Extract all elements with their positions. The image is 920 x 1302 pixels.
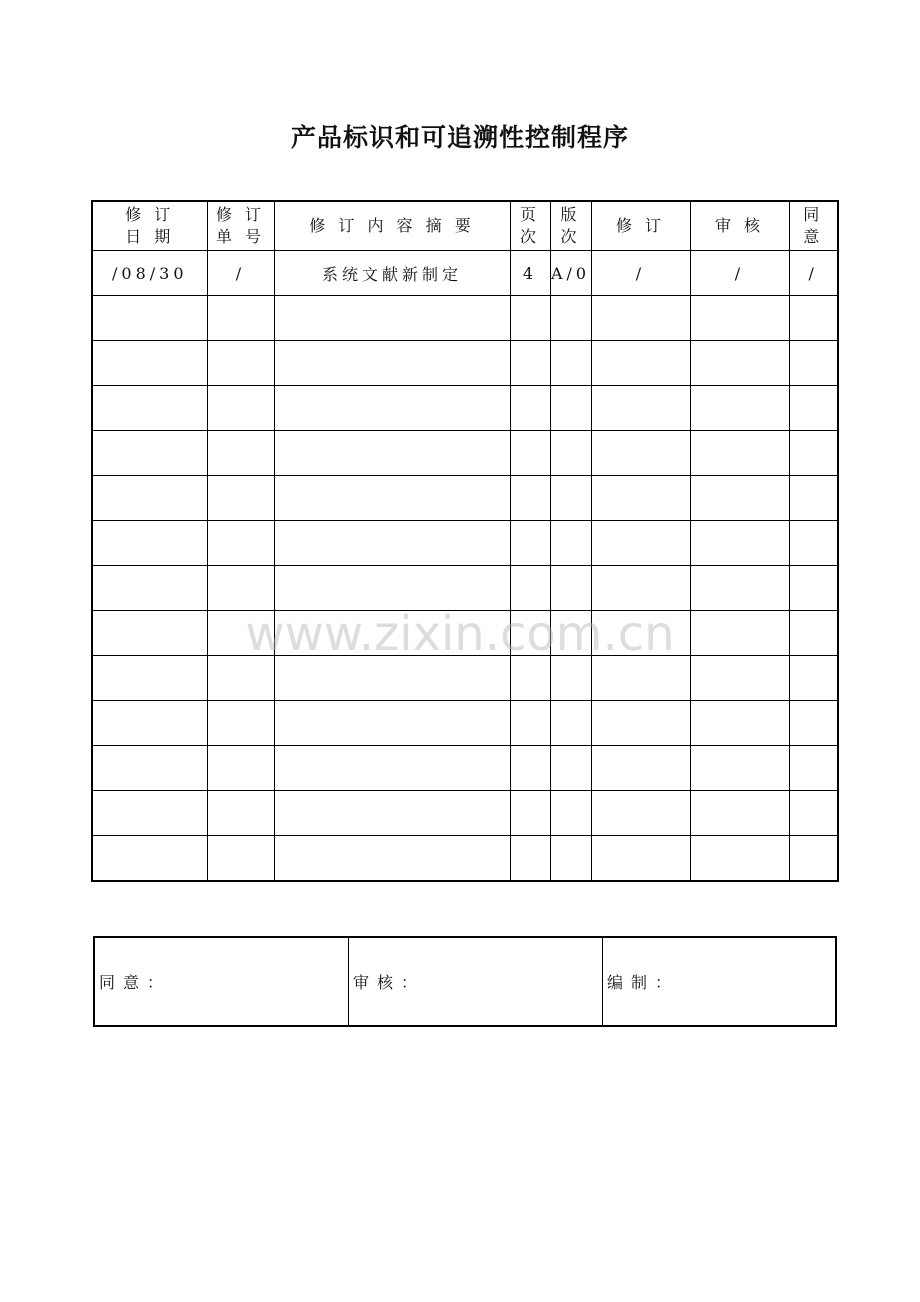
table-cell — [690, 521, 789, 566]
table-cell — [92, 296, 207, 341]
table-cell — [591, 566, 690, 611]
table-cell — [789, 431, 838, 476]
table-cell — [550, 296, 591, 341]
header-approved-by: 同 意 — [789, 201, 838, 251]
table-cell — [274, 791, 510, 836]
table-cell — [510, 341, 550, 386]
table-cell — [690, 431, 789, 476]
table-cell — [510, 836, 550, 882]
table-row — [92, 656, 838, 701]
table-cell — [690, 476, 789, 521]
table-cell — [510, 566, 550, 611]
table-row — [92, 611, 838, 656]
table-cell — [274, 566, 510, 611]
table-cell — [789, 656, 838, 701]
table-cell — [510, 656, 550, 701]
table-cell — [92, 431, 207, 476]
table-cell — [550, 566, 591, 611]
table-cell — [207, 656, 274, 701]
table-cell: A/0 — [550, 251, 591, 296]
table-cell — [690, 386, 789, 431]
table-cell — [274, 431, 510, 476]
table-cell — [591, 746, 690, 791]
table-row — [92, 476, 838, 521]
table-cell — [510, 611, 550, 656]
table-cell — [207, 521, 274, 566]
table-cell — [510, 746, 550, 791]
table-cell — [207, 296, 274, 341]
table-cell — [207, 791, 274, 836]
table-cell — [274, 746, 510, 791]
table-cell — [591, 791, 690, 836]
table-cell — [789, 791, 838, 836]
table-cell — [274, 476, 510, 521]
table-cell — [789, 746, 838, 791]
table-cell — [550, 746, 591, 791]
header-revised-by: 修 订 — [591, 201, 690, 251]
table-row — [92, 836, 838, 882]
header-page: 页 次 — [510, 201, 550, 251]
table-cell — [550, 341, 591, 386]
watermark: www.zixin.com.cn — [245, 606, 675, 662]
table-cell — [274, 296, 510, 341]
prepare-cell: 编制： — [603, 937, 837, 1026]
table-cell — [510, 701, 550, 746]
table-cell — [207, 836, 274, 882]
table-cell — [690, 566, 789, 611]
revision-history-table — [91, 200, 839, 882]
table-cell: / — [789, 251, 838, 296]
table-cell — [591, 611, 690, 656]
table-cell — [591, 836, 690, 882]
table-cell — [510, 431, 550, 476]
review-cell: 审核： — [349, 937, 603, 1026]
table-cell: / — [207, 251, 274, 296]
table-cell — [789, 341, 838, 386]
table-cell — [789, 611, 838, 656]
table-cell — [274, 656, 510, 701]
header-reviewed-by: 审 核 — [690, 201, 789, 251]
table-cell — [510, 386, 550, 431]
table-cell — [274, 521, 510, 566]
table-cell — [92, 746, 207, 791]
table-cell — [789, 296, 838, 341]
table-row — [92, 791, 838, 836]
table-cell — [510, 791, 550, 836]
table-cell — [92, 656, 207, 701]
table-cell — [591, 386, 690, 431]
table-cell: /08/30 — [92, 251, 207, 296]
table-cell — [591, 341, 690, 386]
header-version: 版 次 — [550, 201, 591, 251]
table-row — [92, 566, 838, 611]
table-row — [92, 386, 838, 431]
table-row — [92, 701, 838, 746]
table-cell — [274, 386, 510, 431]
table-cell — [690, 791, 789, 836]
table-cell — [789, 386, 838, 431]
table-cell — [207, 746, 274, 791]
table-cell — [207, 701, 274, 746]
table-cell — [510, 296, 550, 341]
table-cell — [92, 476, 207, 521]
table-cell — [510, 521, 550, 566]
table-cell — [207, 341, 274, 386]
table-cell — [789, 476, 838, 521]
signoff-row — [94, 937, 836, 1026]
table-row — [92, 431, 838, 476]
table-cell — [92, 341, 207, 386]
header-revision-date: 修 订 日 期 — [92, 201, 207, 251]
table-row — [92, 341, 838, 386]
table-cell — [274, 836, 510, 882]
table-cell: / — [690, 251, 789, 296]
table-cell — [92, 521, 207, 566]
table-cell — [92, 386, 207, 431]
table-cell — [690, 296, 789, 341]
table-cell — [207, 611, 274, 656]
table-cell — [550, 836, 591, 882]
table-row — [92, 746, 838, 791]
table-cell — [510, 476, 550, 521]
table-cell: 4 — [510, 251, 550, 296]
table-cell — [591, 296, 690, 341]
table-cell — [207, 431, 274, 476]
table-cell — [690, 701, 789, 746]
table-cell — [591, 431, 690, 476]
table-cell — [789, 701, 838, 746]
table-cell — [789, 521, 838, 566]
table-cell — [274, 341, 510, 386]
table-cell — [690, 656, 789, 701]
table-cell — [207, 386, 274, 431]
table-cell — [92, 611, 207, 656]
table-cell — [550, 431, 591, 476]
table-cell — [550, 386, 591, 431]
table-cell — [591, 476, 690, 521]
table-cell — [550, 521, 591, 566]
table-cell — [92, 701, 207, 746]
table-cell — [274, 701, 510, 746]
table-cell — [550, 656, 591, 701]
header-revision-number: 修 订 单 号 — [207, 201, 274, 251]
table-header-row — [92, 201, 838, 251]
table-cell — [690, 341, 789, 386]
table-cell — [207, 566, 274, 611]
signoff-table — [93, 936, 837, 1027]
table-cell — [690, 611, 789, 656]
table-cell — [92, 566, 207, 611]
table-row — [92, 521, 838, 566]
table-cell — [207, 476, 274, 521]
table-cell — [550, 611, 591, 656]
table-cell — [92, 791, 207, 836]
table-cell — [550, 791, 591, 836]
table-cell — [550, 476, 591, 521]
table-cell: / — [591, 251, 690, 296]
table-row — [92, 296, 838, 341]
table-cell — [789, 836, 838, 882]
table-cell — [274, 611, 510, 656]
table-cell — [591, 521, 690, 566]
table-cell — [690, 836, 789, 882]
table-cell — [591, 701, 690, 746]
table-cell — [550, 701, 591, 746]
table-cell — [92, 836, 207, 882]
table-cell: 系统文献新制定 — [274, 251, 510, 296]
table-row — [92, 251, 838, 296]
table-cell — [789, 566, 838, 611]
approve-cell: 同意： — [94, 937, 349, 1026]
table-cell — [690, 746, 789, 791]
document-title: 产品标识和可追溯性控制程序 — [290, 123, 629, 152]
header-revision-summary: 修 订 内 容 摘 要 — [274, 201, 510, 251]
table-cell — [591, 656, 690, 701]
